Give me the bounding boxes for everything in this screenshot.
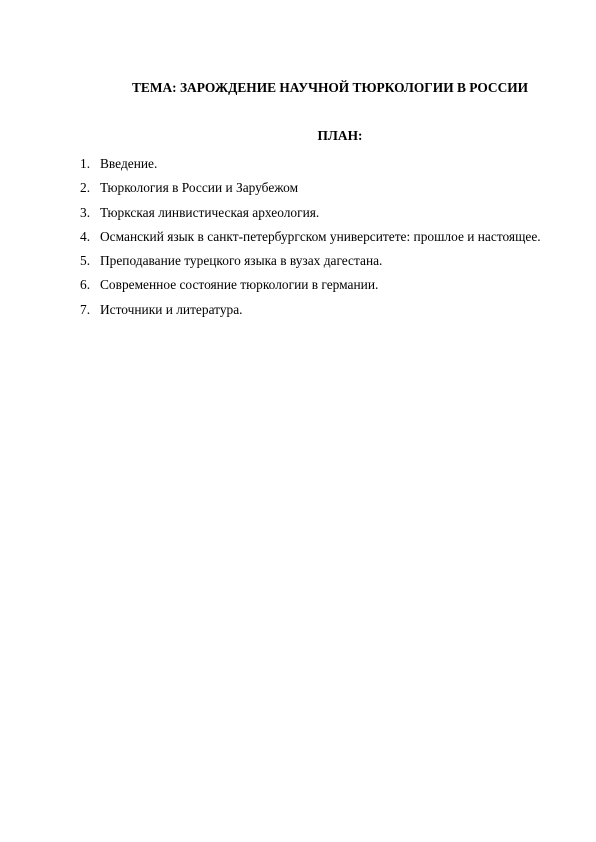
plan-item-number: 2. [80,180,91,196]
plan-item-3 [80,201,554,225]
plan-item-7 [80,298,554,322]
plan-item-1 [80,152,554,176]
plan-item-4 [80,225,554,249]
plan-item-text: Османский язык в санкт-петербургском университете: прошлое и настоящее. [100,228,541,244]
plan-item-text: Преподавание турецкого языка в вузах дагестана. [100,253,383,269]
plan-item-number: 1. [80,156,91,171]
plan-item-number: 5. [80,253,91,269]
plan-item-text: Современное состояние тюркологии в германии. [100,277,379,293]
plan-item-number: 4. [80,228,91,244]
plan-item-number: 3. [80,204,91,220]
plan-item-number: 7. [80,301,91,317]
plan-heading: ПЛАН: [317,128,363,143]
plan-list [80,152,554,322]
plan-item-text: Тюркская линвистическая археология. [100,204,320,220]
document-title: ТЕМА: ЗАРОЖДЕНИЕ НАУЧНОЙ ТЮРКОЛОГИИ В РОССИИ [132,80,529,95]
plan-item-text: Тюркология в России и Зарубежом [100,180,299,196]
plan-item-2 [80,176,554,200]
plan-item-5 [80,249,554,273]
plan-item-text: Введение. [100,156,158,171]
plan-item-number: 6. [80,277,91,293]
plan-item-text: Источники и литература. [100,301,243,317]
plan-item-6 [80,273,554,297]
